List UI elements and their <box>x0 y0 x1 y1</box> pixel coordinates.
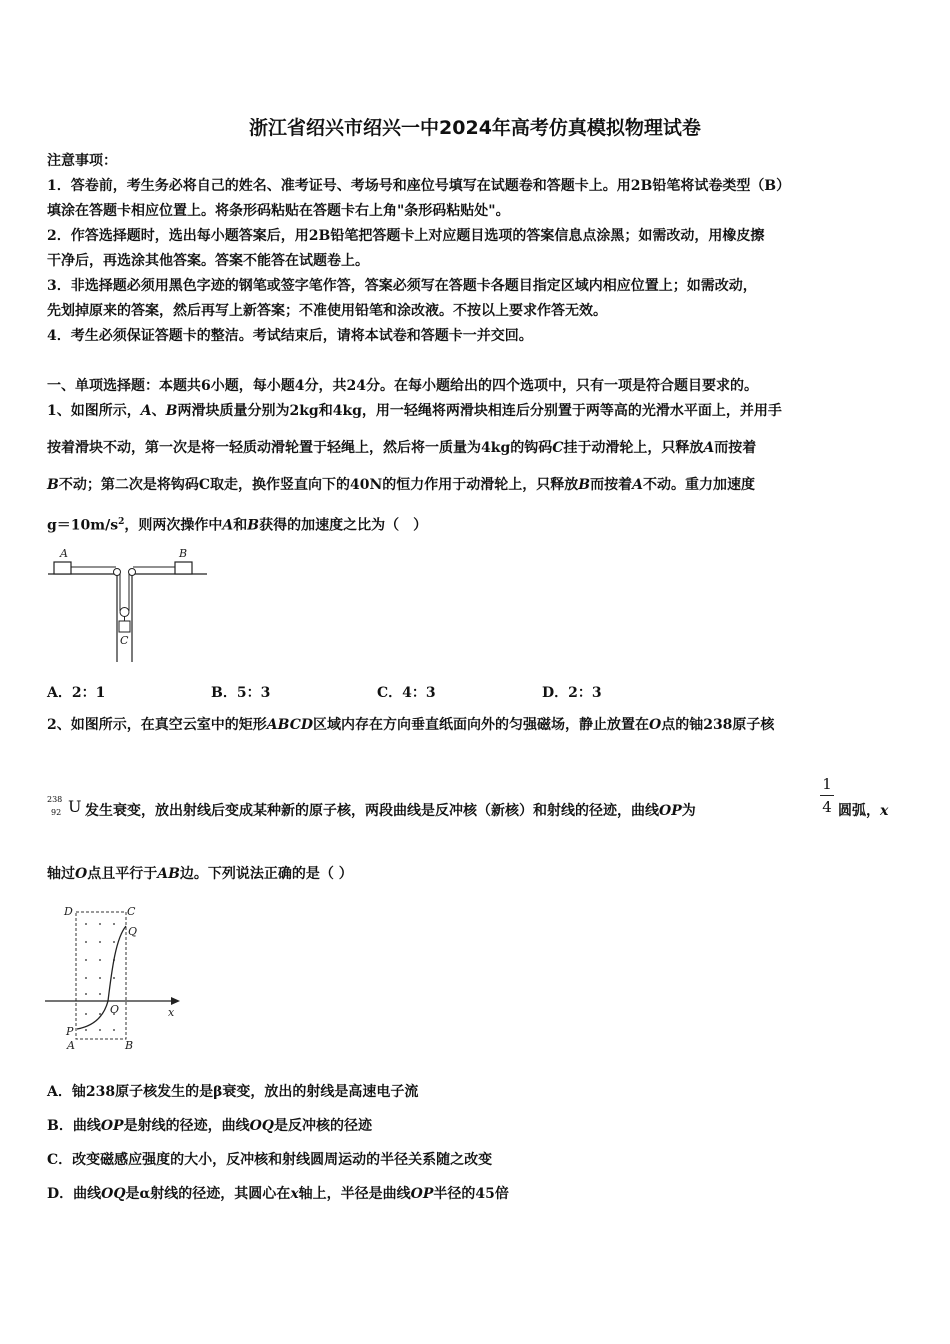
q1-line-3: B不动；第二次是将钩码C取走，换作竖直向下的40N的恒力作用于动滑轮上，只释放B而按着A不动。重力加速度 <box>47 477 755 493</box>
block-a <box>54 562 71 574</box>
q1-option-d: D．2：3 <box>542 685 602 701</box>
q1-line-4: $g=10m/s^2$，则两次操作中A和B获得的加速度之比为（ ） <box>47 517 428 534</box>
notice-heading: 注意事项： <box>47 153 117 169</box>
pulley-left <box>114 569 121 576</box>
q2-line-2: 发生衰变，放出射线后变成某种新的原子核，两段曲线是反冲核（新核）和射线的径迹，曲线OP为 <box>85 803 696 819</box>
q1-line-2: 按着滑块不动，第一次是将一轻质动滑轮置于轻绳上，然后将一质量为4kg的钩码C挂于动滑轮上，只释放A而按着 <box>47 440 757 456</box>
label-a: A <box>67 1039 75 1052</box>
exam-page: 浙江省绍兴市绍兴一中2024年高考仿真模拟物理试卷 注意事项： 1．答卷前，考生务必将自己的姓名、准考证号、考场号和座位号填写在试题卷和答题卡上。用2B铅笔将试卷类型（B） 填涂在答题卡相应位置上。将条形码粘贴在答题卡右上角"条形码粘贴处"。 2．作答选择题时，选出每小题答案后，用2B铅笔把答题卡上对应题目选项的答案信息点涂黑；如需改动，用橡皮擦 干净后，再选涂其他答案。答案不能答在试题卷上。 3．非选择题必须用黑色字迹的钢笔或签字笔作答，答案必须写在答题卡各题目指定区域内相应位置上；如需改动， 先划掉原来的答案，然后再写上新答案；不准使用铅笔和涂改液。不按以上要求作答无效。 4．考生必须保证答题卡的整洁。考试结束后，请将本试卷和答题卡一并交回。 一、单项选择题：本题共6小题，每小题4分，共24分。在每小题给出的四个选项中，只有一项是符合题目要求的。 1、如图所示，A、B两滑块质量分别为2kg和4kg，用一轻绳将两滑块相连后分别置于两等高的光滑水平面上，并用手 按着滑块不动，第一次是将一轻质动滑轮置于轻绳上，然后将一质量为4kg的钩码C挂于动滑轮上，只释放A而按着 B不动；第二次是将钩码C取走，换作竖直向下的40N的恒力作用于动滑轮上，只释放B而按着A不动。重力加速度 $g=10m/s^2$，则两次操作中A和B获得的加速度之比为（ ） A B C A．2：1 B．5：3 C．4：3 D．2：3 2、如图所示，在真空云室中的矩形ABCD区域内存在方向垂直纸面向外的匀强磁场，静止放置在O点的铀238原子核 238 92 U 发生衰变，放出射线后变成某种新的原子核，两段曲线是反冲核（新核）和射线的径迹，曲线OP为 1 4 圆弧，x 轴过O点且平行于AB边。下列说法正确的是（ ） D C Q O x P A B A．铀238原子核发生的是β衰变，放出的射线是高速电子流 B．曲线OP是射线的径迹，曲线OQ是反冲核的径迹 C．改变磁感应强度的大小，反冲核和射线圆周运动的半径关系随之改变 D．曲线OQ是α射线的径迹，其圆心在x轴上，半径是曲线OP半径的45倍 <box>0 0 950 1344</box>
label-q: Q <box>128 925 138 938</box>
label-d: D <box>64 905 73 918</box>
movable-pulley <box>120 608 129 617</box>
notice-line: 4．考生必须保证答题卡的整洁。考试结束后，请将本试卷和答题卡一并交回。 <box>47 328 533 344</box>
notice-line: 2．作答选择题时，选出每小题答案后，用2B铅笔把答题卡上对应题目选项的答案信息点涂黑；如需改动，用橡皮擦 <box>47 228 765 244</box>
label-c: C <box>120 634 129 647</box>
q2-line-1: 2、如图所示，在真空云室中的矩形ABCD区域内存在方向垂直纸面向外的匀强磁场，静止放置在O点的铀238原子核 <box>47 717 775 733</box>
section-heading: 一、单项选择题：本题共6小题，每小题4分，共24分。在每小题给出的四个选项中，只有一项是符合题目要求的。 <box>47 378 758 394</box>
notice-line: 填涂在答题卡相应位置上。将条形码粘贴在答题卡右上角"条形码粘贴处"。 <box>47 203 510 219</box>
block-b <box>175 562 192 574</box>
q1-option-a: A．2：1 <box>47 685 106 701</box>
page-title: 浙江省绍兴市绍兴一中2024年高考仿真模拟物理试卷 <box>249 117 701 139</box>
label-x: x <box>168 1006 175 1019</box>
pulley-right <box>129 569 136 576</box>
notice-line: 1．答卷前，考生务必将自己的姓名、准考证号、考场号和座位号填写在试题卷和答题卡上。用2B铅笔将试卷类型（B） <box>47 178 791 194</box>
notice-line: 3．非选择题必须用黑色字迹的钢笔或签字笔作答，答案必须写在答题卡各题目指定区域内相应位置上；如需改动， <box>47 278 757 294</box>
track-oq <box>108 926 126 1001</box>
q1-line-1: 1、如图所示，A、B两滑块质量分别为2kg和4kg，用一轻绳将两滑块相连后分别置于两等高的光滑水平面上，并用手 <box>47 403 782 419</box>
q1-option-c: C．4：3 <box>377 685 436 701</box>
q1-option-b: B．5：3 <box>211 685 271 701</box>
q2-option-b: B．曲线OP是射线的径迹，曲线OQ是反冲核的径迹 <box>47 1118 372 1134</box>
label-a: A <box>60 547 68 560</box>
q2-line-2-end: 圆弧，x <box>838 803 889 819</box>
field-region-abcd <box>76 912 126 1039</box>
notice-line: 先划掉原来的答案，然后再写上新答案；不准使用铅笔和涂改液。不按以上要求作答无效。 <box>47 303 607 319</box>
q2-option-d: D．曲线OQ是α射线的径迹，其圆心在x轴上，半径是曲线OP半径的45倍 <box>47 1186 509 1202</box>
x-axis-arrow <box>171 997 180 1005</box>
label-c: C <box>127 905 136 918</box>
label-o: O <box>110 1003 120 1016</box>
label-b: B <box>179 547 188 560</box>
label-p: P <box>66 1025 74 1038</box>
q2-option-c: C．改变磁感应强度的大小，反冲核和射线圆周运动的半径关系随之改变 <box>47 1152 493 1168</box>
track-op <box>77 1001 108 1029</box>
q2-option-a: A．铀238原子核发生的是β衰变，放出的射线是高速电子流 <box>47 1084 419 1100</box>
hook-weight-c <box>119 621 130 632</box>
q1-pulley-figure <box>45 545 210 663</box>
fraction-one-quarter: 1 4 <box>820 774 834 817</box>
notice-line: 干净后，再选涂其他答案。答案不能答在试题卷上。 <box>47 253 369 269</box>
q2-line-3: 轴过O点且平行于AB边。下列说法正确的是（ ） <box>47 866 353 882</box>
q2-cloud-chamber-figure <box>42 898 192 1058</box>
label-b: B <box>125 1039 134 1052</box>
